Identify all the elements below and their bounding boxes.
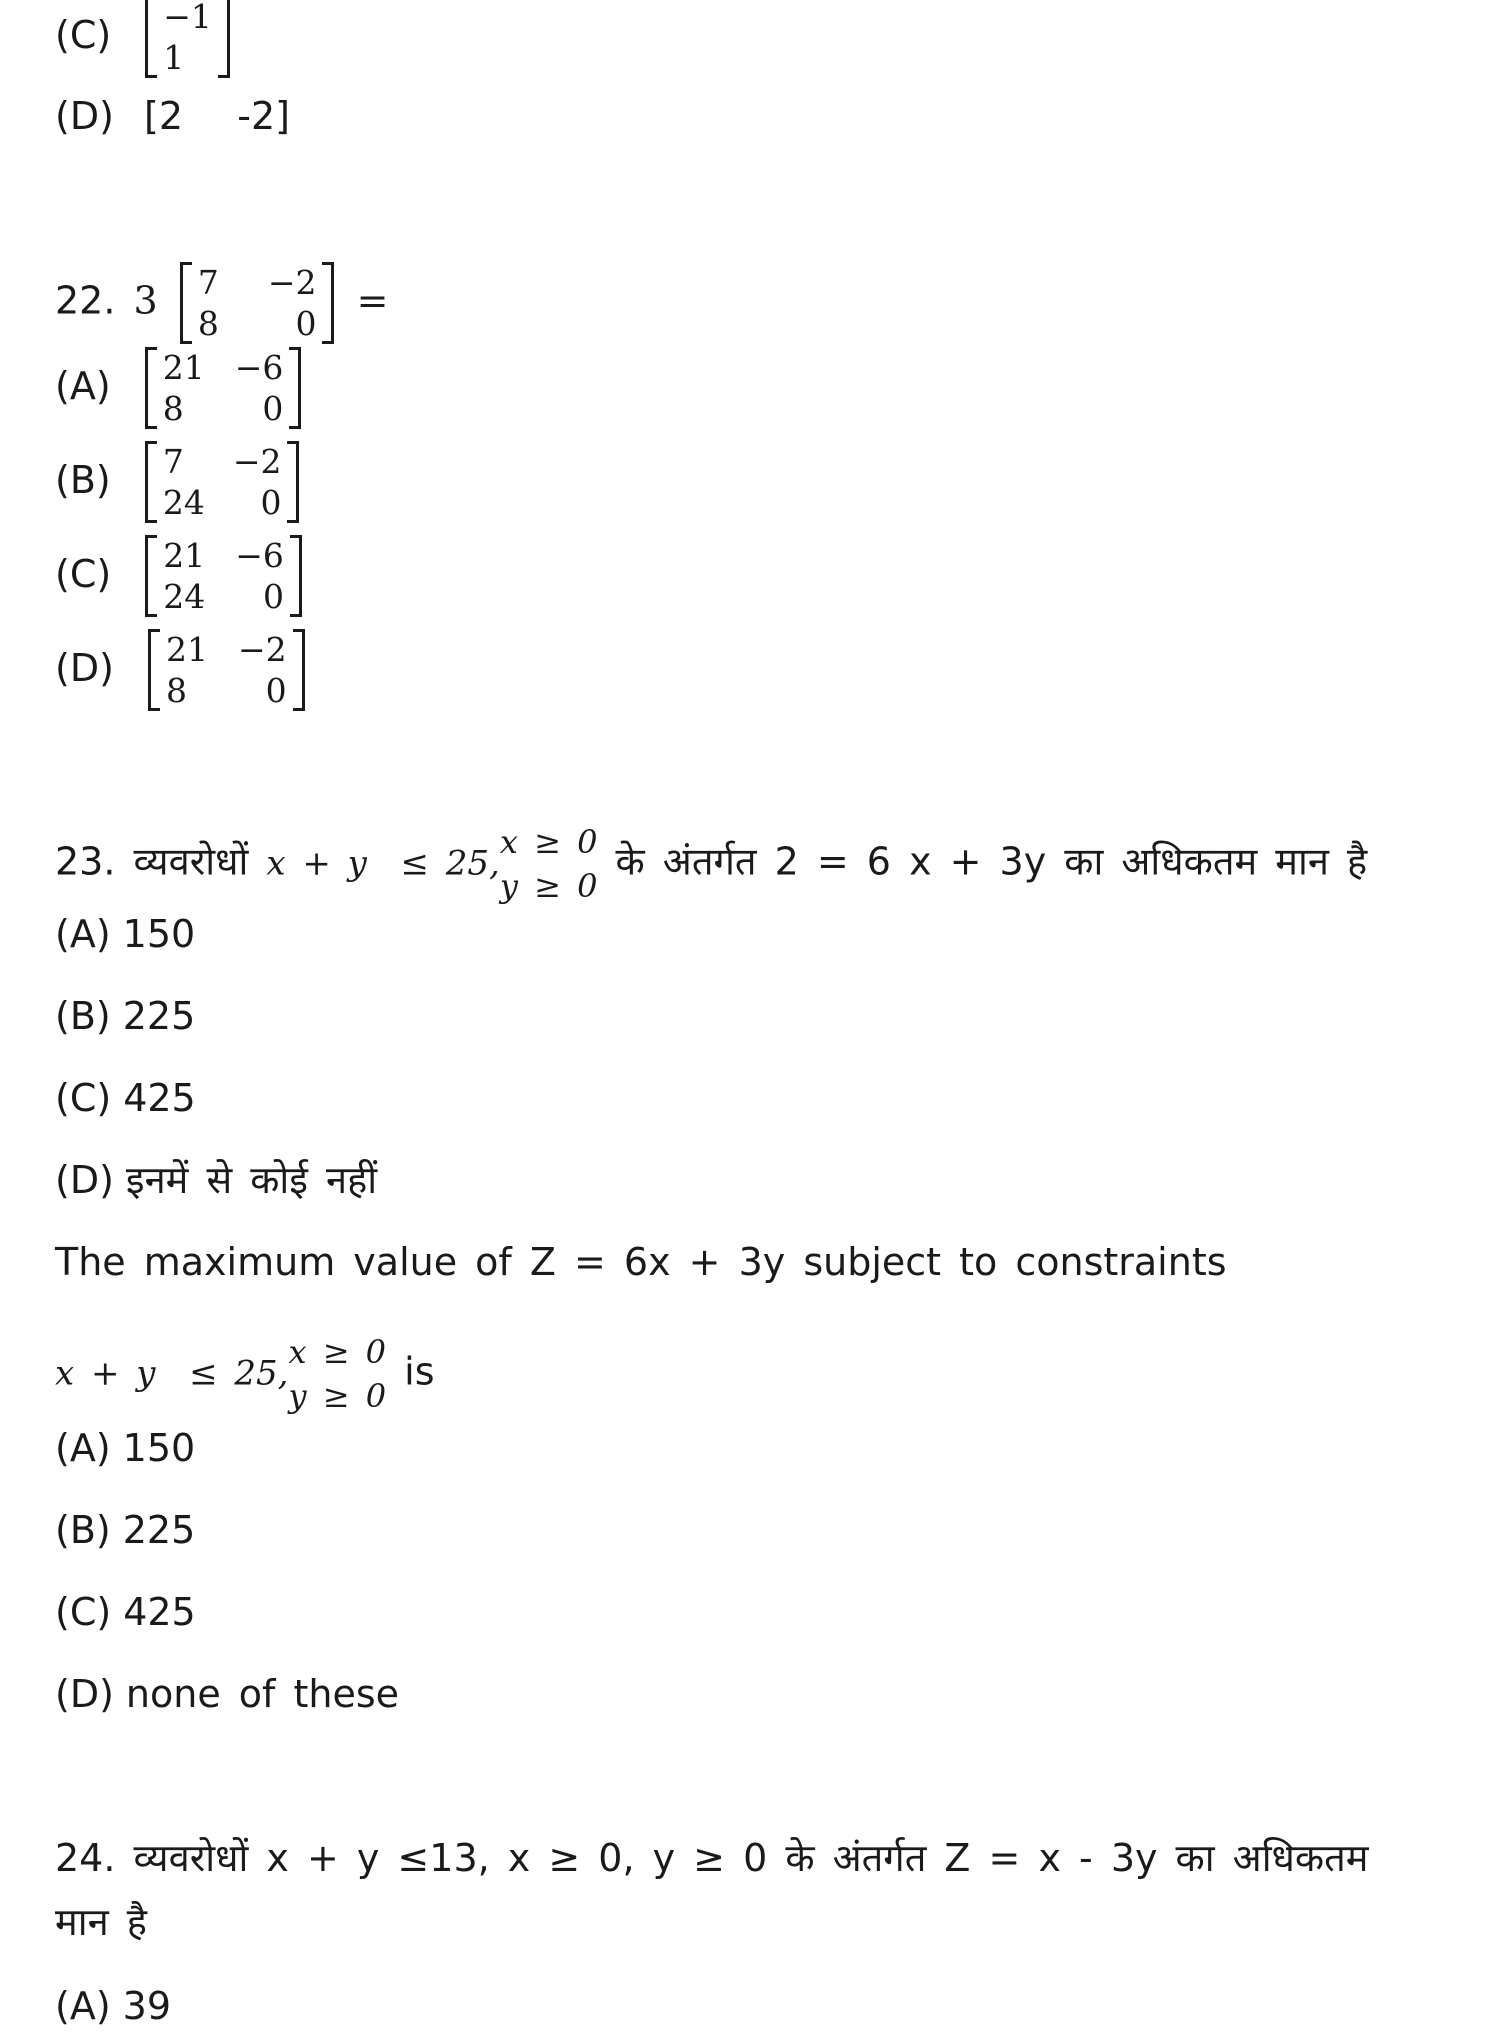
option-text: 39	[122, 1984, 172, 2028]
matrix-row	[163, 576, 284, 617]
q24-option-a	[55, 1982, 171, 2030]
matrix	[145, 0, 230, 78]
option-label: (D)	[55, 645, 114, 690]
matrix-cell: −6	[234, 348, 284, 387]
question-text: is	[404, 1349, 435, 1394]
matrix-row	[163, 482, 282, 523]
matrix-cell: 0	[262, 389, 284, 428]
option-label: (A)	[55, 1984, 111, 2028]
matrix-cell: 8	[197, 304, 219, 343]
matrix-cell: −2	[238, 630, 287, 669]
question-number: 23.	[55, 839, 116, 884]
matrix	[145, 347, 302, 429]
bracket-left	[145, 0, 157, 78]
matrix-cell: 8	[166, 671, 188, 710]
option-label: (C)	[55, 1076, 112, 1120]
q23-english-constraint	[55, 1330, 435, 1418]
q22-option-d	[55, 629, 309, 711]
q21-option-d	[55, 92, 290, 140]
equals-sign: =	[356, 278, 389, 323]
matrix-cell: 0	[265, 671, 287, 710]
option-text: none of these	[125, 1672, 400, 1716]
matrix-row	[166, 670, 287, 711]
q23-english-option-a	[55, 1424, 195, 1472]
question-text: के अंतर्गत 2 = 6 x + 3y का अधिकतम मान है	[615, 839, 1368, 884]
q23-english-option-d	[55, 1670, 399, 1718]
q22-option-c	[55, 535, 306, 617]
q24-stem-line1	[55, 1834, 1368, 1882]
option-label: (C)	[55, 551, 112, 596]
option-text: 150	[122, 912, 196, 956]
matrix-cell: 21	[163, 536, 206, 575]
q23-english-option-c	[55, 1588, 196, 1636]
q22-stem	[55, 262, 388, 344]
option-text: इनमें से कोई नहीं	[125, 1158, 378, 1202]
constraint-stack: x ≥ 0 y ≥ 0	[499, 823, 598, 905]
matrix-cell: 7	[197, 263, 219, 302]
matrix-row	[163, 0, 212, 37]
q23-hindi-option-a	[55, 910, 195, 958]
matrix-cell: −6	[235, 536, 284, 575]
option-text: [2 -2]	[144, 94, 290, 138]
option-label: (B)	[55, 1508, 111, 1552]
matrix-row	[163, 441, 282, 482]
option-text: 225	[122, 1508, 196, 1552]
option-label: (A)	[55, 363, 111, 408]
matrix	[145, 535, 302, 617]
option-label: (D)	[55, 1158, 114, 1202]
matrix-cell: 0	[260, 483, 282, 522]
option-label: (A)	[55, 912, 111, 956]
matrix	[148, 629, 305, 711]
matrix	[145, 441, 300, 523]
q22-option-b	[55, 441, 303, 523]
option-text: 150	[122, 1426, 196, 1470]
matrix-row	[163, 388, 284, 429]
matrix-cell: −1	[163, 0, 212, 36]
q24-stem-line2	[55, 1898, 147, 1946]
option-text: 425	[123, 1590, 196, 1634]
q23-hindi-option-b	[55, 992, 195, 1040]
bracket-right	[218, 0, 230, 78]
matrix-cell: 21	[162, 348, 205, 387]
matrix-row	[166, 629, 287, 670]
q22-option-a	[55, 347, 305, 429]
matrix-cell: 0	[295, 304, 317, 343]
matrix-cell: 24	[163, 577, 206, 616]
matrix-row	[198, 303, 317, 344]
matrix	[180, 262, 335, 344]
matrix-row	[198, 262, 317, 303]
option-text: 425	[123, 1076, 196, 1120]
question-text: The maximum value of Z = 6x + 3y subject to constraints	[55, 1240, 1227, 1284]
matrix-cell: 24	[162, 483, 205, 522]
matrix-cell: −2	[267, 263, 317, 302]
question-number: 24.	[55, 1836, 116, 1880]
constraint: x + y ≤ 25,	[55, 1353, 289, 1394]
matrix-cell: 1	[163, 38, 185, 77]
option-label: (D)	[55, 94, 114, 138]
matrix-cell: −2	[232, 442, 282, 481]
matrix-cell: 8	[162, 389, 184, 428]
q23-stem-hindi	[55, 820, 1367, 908]
q23-stem-english	[55, 1238, 1227, 1286]
matrix-row	[163, 37, 212, 78]
question-text: मान है	[55, 1900, 147, 1944]
option-label: (D)	[55, 1672, 114, 1716]
scalar: 3	[133, 278, 158, 323]
q23-hindi-option-d	[55, 1156, 377, 1204]
matrix-cell: 21	[166, 630, 209, 669]
option-label: (B)	[55, 457, 111, 502]
matrix-row	[163, 535, 284, 576]
q23-english-option-b	[55, 1506, 195, 1554]
option-label: (B)	[55, 994, 111, 1038]
matrix-cell: 7	[162, 442, 184, 481]
constraint-stack: x ≥ 0 y ≥ 0	[288, 1333, 387, 1415]
question-number: 22.	[55, 278, 116, 323]
matrix-row	[163, 347, 284, 388]
constraint: x + y ≤ 25,	[266, 843, 500, 884]
q21-option-c	[55, 0, 234, 78]
option-text: 225	[122, 994, 196, 1038]
question-text: व्यवरोधों	[133, 839, 249, 884]
q23-hindi-option-c	[55, 1074, 196, 1122]
matrix-cell: 0	[262, 577, 284, 616]
option-label: (A)	[55, 1426, 111, 1470]
question-text: व्यवरोधों x + y ≤13, x ≥ 0, y ≥ 0 के अंतर्गत Z = x - 3y का अधिकतम	[133, 1836, 1369, 1880]
option-label: (C)	[55, 1590, 112, 1634]
option-label: (C)	[55, 12, 112, 57]
